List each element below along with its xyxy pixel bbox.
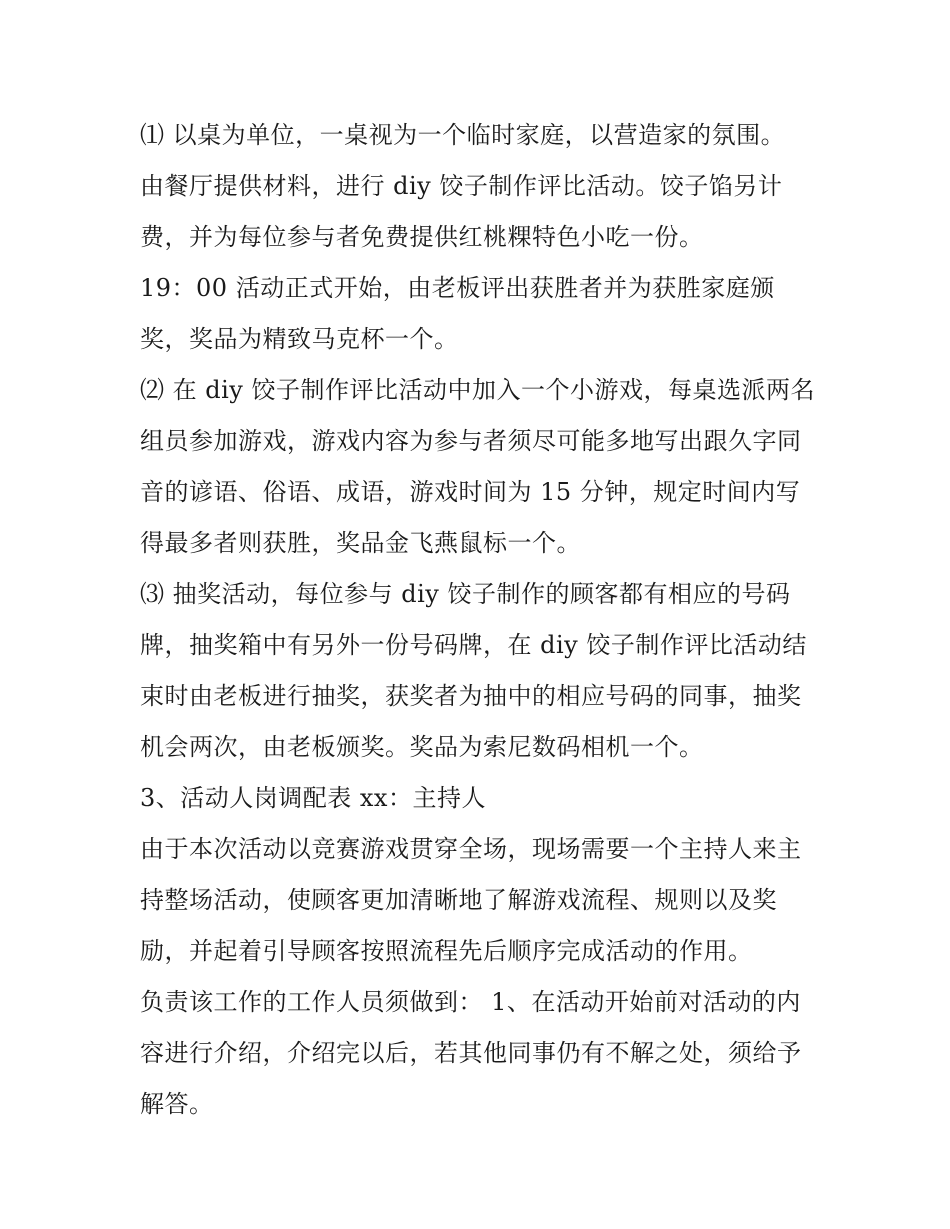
text-line: 19：00 活动正式开始，由老板评出获胜者并为获胜家庭颁 bbox=[140, 274, 775, 302]
document-body bbox=[140, 110, 820, 1130]
text-line: 由餐厅提供材料，进行 diy 饺子制作评比活动。饺子馅另计 bbox=[140, 172, 783, 200]
text-line: 容进行介绍，介绍完以后，若其他同事仍有不解之处，须给予 bbox=[140, 1039, 802, 1067]
text-line: 得最多者则获胜，奖品金飞燕鼠标一个。 bbox=[140, 529, 581, 557]
text-line: ⑶ 抽奖活动，每位参与 diy 饺子制作的顾客都有相应的号码 bbox=[140, 580, 791, 608]
text-line: ⑵ 在 diy 饺子制作评比活动中加入一个小游戏，每桌选派两名 bbox=[140, 376, 815, 404]
text-line: ⑴ 以桌为单位，一桌视为一个临时家庭，以营造家的氛围。 bbox=[140, 121, 786, 149]
text-line: 束时由老板进行抽奖，获奖者为抽中的相应号码的同事，抽奖 bbox=[140, 682, 802, 710]
text-line: 由于本次活动以竞赛游戏贯穿全场，现场需要一个主持人来主 bbox=[140, 835, 802, 863]
text-line: 持整场活动，使顾客更加清晰地了解游戏流程、规则以及奖 bbox=[140, 886, 777, 914]
text-line: 励，并起着引导顾客按照流程先后顺序完成活动的作用。 bbox=[140, 937, 753, 965]
text-line: 奖，奖品为精致马克杯一个。 bbox=[140, 325, 459, 353]
text-line: 负责该工作的工作人员须做到： 1、在活动开始前对活动的内 bbox=[140, 988, 801, 1016]
text-line: 机会两次，由老板颁奖。奖品为索尼数码相机一个。 bbox=[140, 733, 704, 761]
text-line: 牌，抽奖箱中有另外一份号码牌，在 diy 饺子制作评比活动结 bbox=[140, 631, 807, 659]
text-line: 费，并为每位参与者免费提供红桃粿特色小吃一份。 bbox=[140, 223, 704, 251]
text-line: 3、活动人岗调配表 xx：主持人 bbox=[140, 784, 486, 812]
text-line: 音的谚语、俗语、成语，游戏时间为 15 分钟，规定时间内写 bbox=[140, 478, 801, 506]
text-line: 组员参加游戏，游戏内容为参与者须尽可能多地写出跟久字同 bbox=[140, 427, 802, 455]
text-line: 解答。 bbox=[140, 1090, 214, 1118]
